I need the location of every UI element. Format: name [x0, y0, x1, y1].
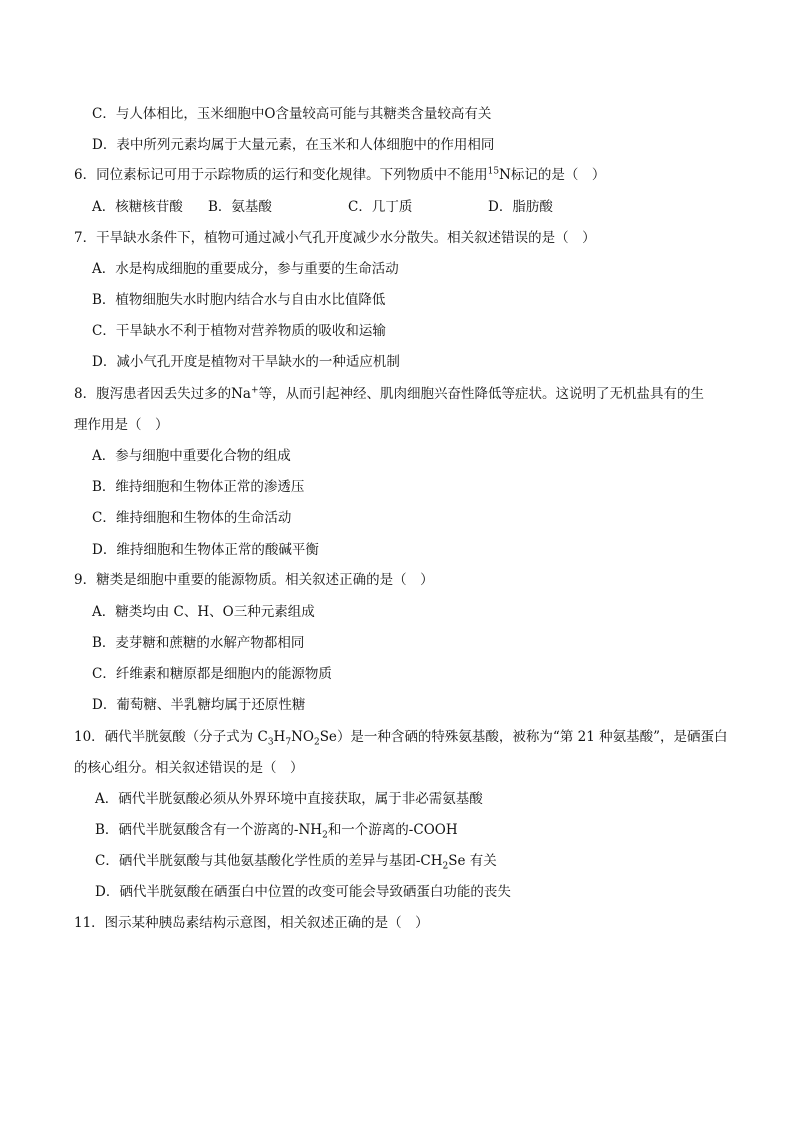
q10-option-b [95, 821, 458, 839]
q6-option-c: C．几丁质 [348, 199, 413, 215]
q10-option-c [95, 852, 497, 870]
q10-stem-pre: 10．硒代半胱氨酸（分子式为 C [74, 729, 268, 745]
q8-stem-pre: 8．腹泻患者因丢失过多的Na [74, 386, 251, 402]
q5-option-c: C．与人体相比，玉米细胞中O含量较高可能与其糖类含量较高有关 [92, 106, 492, 122]
q10-option-c-sub: 2 [442, 861, 449, 872]
q10-stem-line2: 的核心组分。相关叙述错误的是（ ） [74, 760, 304, 776]
q10-stem-line1 [74, 728, 728, 746]
q10-option-a: A．硒代半胱氨酸必须从外界环境中直接获取，属于非必需氨基酸 [95, 791, 483, 807]
q10-option-d: D．硒代半胱氨酸在硒蛋白中位置的改变可能会导致硒蛋白功能的丧失 [95, 884, 511, 900]
q6-stem-post: 标记的是（ ） [510, 167, 606, 183]
q6-isotope-symbol: N [499, 167, 511, 183]
q10-formula-sub3: 2 [313, 737, 320, 748]
q10-option-c-post: Se 有关 [448, 853, 497, 869]
q8-sodium-charge: + [250, 385, 259, 396]
q10-formula-se: Se [319, 729, 337, 745]
q9-option-a: A．糖类均由 C、H、O三种元素组成 [92, 604, 315, 620]
q6-stem-pre: 6．同位素标记可用于示踪物质的运行和变化规律。下列物质中不能用 [74, 167, 488, 183]
q10-option-b-sub: 2 [322, 830, 328, 841]
q10-option-c-pre: C．硒代半胱氨酸与其他氨基酸化学性质的差异与基团-CH [95, 853, 443, 869]
q10-formula-h: H [273, 729, 286, 745]
q9-option-b: B．麦芽糖和蔗糖的水解产物都相同 [92, 635, 305, 651]
q6-option-d: D．脂肪酸 [488, 199, 553, 215]
q6-isotope-mass: 15 [487, 166, 500, 177]
q8-option-c: C．维持细胞和生物体的生命活动 [92, 510, 292, 526]
q10-stem-post: ）是一种含硒的特殊氨基酸，被称为“第 21 种氨基酸”，是硒蛋白 [336, 729, 728, 745]
q9-option-d: D．葡萄糖、半乳糖均属于还原性糖 [92, 697, 306, 713]
q9-option-c: C．纤维素和糖原都是细胞内的能源物质 [92, 666, 332, 682]
q10-option-b-pre: B．硒代半胱氨酸含有一个游离的-NH [95, 822, 323, 838]
q10-formula-sub1: 3 [267, 737, 274, 748]
q6-option-a: A．核糖核苷酸 [92, 199, 183, 215]
q10-option-b-post: 和一个游离的-COOH [327, 822, 458, 838]
q6-option-b: B．氨基酸 [208, 199, 272, 215]
q8-stem-post: 等，从而引起神经、肌肉细胞兴奋性降低等症状。这说明了无机盐具有的生 [258, 386, 704, 402]
q6-stem [74, 166, 605, 184]
q8-stem-line2: 理作用是（ ） [74, 417, 169, 433]
q7-option-d: D．减小气孔开度是植物对干旱缺水的一种适应机制 [92, 354, 400, 370]
q7-option-c: C．干旱缺水不利于植物对营养物质的吸收和运输 [92, 323, 386, 339]
q5-option-d: D．表中所列元素均属于大量元素，在玉米和人体细胞中的作用相同 [92, 137, 495, 153]
q10-formula-sub2: 7 [285, 737, 292, 748]
q8-option-b: B．维持细胞和生物体正常的渗透压 [92, 479, 305, 495]
q11-stem: 11．图示某种胰岛素结构示意图，相关叙述正确的是（ ） [74, 915, 429, 931]
q7-stem: 7．干旱缺水条件下，植物可通过减小气孔开度减少水分散失。相关叙述错误的是（ ） [74, 230, 596, 246]
q8-option-a: A．参与细胞中重要化合物的组成 [92, 448, 291, 464]
q10-formula-no: NO [291, 729, 314, 745]
q7-option-a: A．水是构成细胞的重要成分，参与重要的生命活动 [92, 261, 399, 277]
q9-stem: 9．糖类是细胞中重要的能源物质。相关叙述正确的是（ ） [74, 572, 434, 588]
q8-stem-line1 [74, 385, 704, 403]
q8-option-d: D．维持细胞和生物体正常的酸碱平衡 [92, 542, 319, 558]
q7-option-b: B．植物细胞失水时胞内结合水与自由水比值降低 [92, 292, 386, 308]
